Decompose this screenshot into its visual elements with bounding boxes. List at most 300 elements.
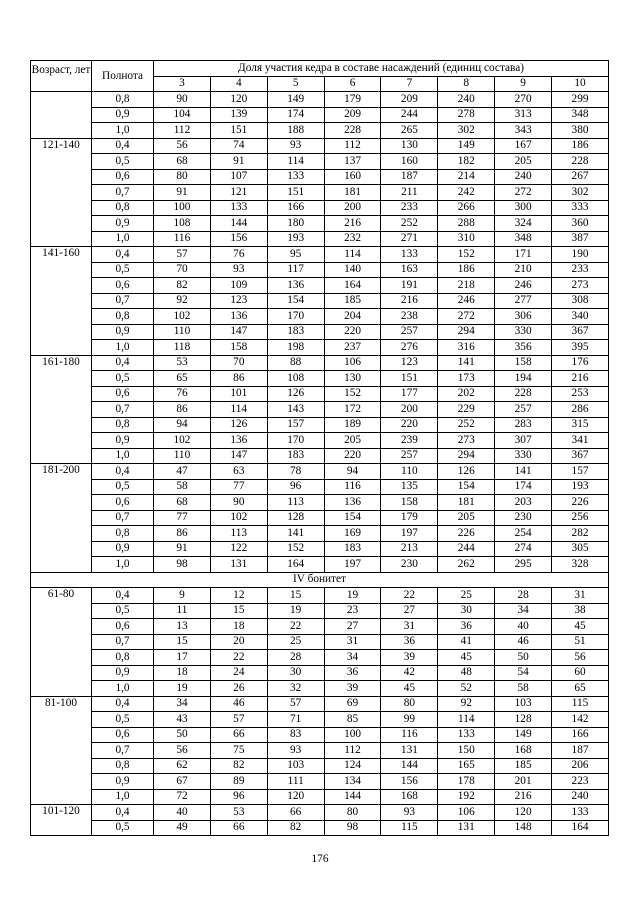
value-cell: 126 [210,417,267,433]
value-cell: 211 [381,185,438,201]
age-cell [31,92,92,139]
value-cell: 206 [552,758,609,774]
value-cell: 186 [438,262,495,278]
value-cell: 45 [552,619,609,635]
value-cell: 183 [267,324,324,340]
value-cell: 272 [495,185,552,201]
value-cell: 183 [267,448,324,464]
value-cell: 151 [381,371,438,387]
value-cell: 158 [210,340,267,356]
table-row [31,371,609,387]
value-cell: 27 [324,619,381,635]
value-cell: 228 [552,154,609,170]
table-row [31,727,609,743]
value-cell: 103 [267,758,324,774]
table-row [31,138,609,154]
value-cell: 300 [495,200,552,216]
table-row [31,324,609,340]
age-cell: 121-140 [31,138,92,247]
value-cell: 43 [154,712,211,728]
column-number: 5 [267,76,324,92]
fullness-cell: 0,7 [92,185,154,201]
table-row [31,526,609,542]
value-cell: 57 [210,712,267,728]
value-cell: 266 [438,200,495,216]
value-cell: 102 [210,510,267,526]
value-cell: 139 [210,107,267,123]
value-cell: 40 [495,619,552,635]
value-cell: 246 [495,278,552,294]
value-cell: 116 [154,231,211,247]
value-cell: 28 [495,588,552,604]
value-cell: 22 [210,650,267,666]
value-cell: 19 [267,603,324,619]
value-cell: 171 [495,247,552,263]
value-cell: 80 [324,805,381,821]
value-cell: 308 [552,293,609,309]
value-cell: 19 [154,681,211,697]
table-row [31,696,609,712]
value-cell: 205 [438,510,495,526]
value-cell: 267 [552,169,609,185]
table-row [31,123,609,139]
value-cell: 108 [267,371,324,387]
fullness-cell: 0,5 [92,262,154,278]
value-cell: 114 [267,154,324,170]
value-cell: 205 [495,154,552,170]
value-cell: 98 [324,820,381,836]
value-cell: 316 [438,340,495,356]
value-cell: 45 [381,681,438,697]
table-row [31,712,609,728]
value-cell: 237 [324,340,381,356]
value-cell: 31 [381,619,438,635]
table-row [31,495,609,511]
value-cell: 360 [552,216,609,232]
value-cell: 135 [381,479,438,495]
value-cell: 149 [438,138,495,154]
fullness-cell: 0,7 [92,402,154,418]
fullness-cell: 1,0 [92,789,154,805]
value-cell: 220 [324,324,381,340]
table-row [31,107,609,123]
table-row [31,402,609,418]
value-cell: 107 [210,169,267,185]
fullness-cell: 0,9 [92,541,154,557]
value-cell: 117 [267,262,324,278]
value-cell: 34 [154,696,211,712]
value-cell: 177 [381,386,438,402]
value-cell: 142 [552,712,609,728]
fullness-cell: 0,9 [92,216,154,232]
value-cell: 115 [381,820,438,836]
value-cell: 302 [552,185,609,201]
value-cell: 294 [438,448,495,464]
value-cell: 356 [495,340,552,356]
value-cell: 262 [438,557,495,573]
value-cell: 77 [154,510,211,526]
fullness-cell: 0,5 [92,479,154,495]
value-cell: 204 [324,309,381,325]
age-cell: 81-100 [31,696,92,805]
value-cell: 63 [210,464,267,480]
value-cell: 36 [381,634,438,650]
table-row [31,340,609,356]
value-cell: 58 [495,681,552,697]
value-cell: 187 [552,743,609,759]
value-cell: 82 [154,278,211,294]
fullness-header: Полнота [92,61,154,92]
table-row [31,634,609,650]
value-cell: 367 [552,448,609,464]
table-row [31,231,609,247]
value-cell: 307 [495,433,552,449]
value-cell: 69 [324,696,381,712]
value-cell: 185 [324,293,381,309]
value-cell: 93 [267,138,324,154]
value-cell: 178 [438,774,495,790]
table-row [31,448,609,464]
value-cell: 288 [438,216,495,232]
value-cell: 154 [324,510,381,526]
value-cell: 52 [438,681,495,697]
table-row [31,758,609,774]
value-cell: 112 [324,743,381,759]
fullness-cell: 0,9 [92,774,154,790]
value-cell: 120 [495,805,552,821]
value-cell: 257 [381,324,438,340]
value-cell: 9 [154,588,211,604]
column-number: 6 [324,76,381,92]
value-cell: 131 [438,820,495,836]
value-cell: 244 [438,541,495,557]
value-cell: 306 [495,309,552,325]
value-cell: 46 [495,634,552,650]
value-cell: 31 [552,588,609,604]
value-cell: 93 [210,262,267,278]
value-cell: 113 [267,495,324,511]
fullness-cell: 0,8 [92,417,154,433]
fullness-cell: 0,4 [92,355,154,371]
value-cell: 197 [324,557,381,573]
value-cell: 54 [495,665,552,681]
value-cell: 282 [552,526,609,542]
value-cell: 150 [438,743,495,759]
table-row [31,278,609,294]
table-row [31,355,609,371]
value-cell: 165 [438,758,495,774]
value-cell: 116 [381,727,438,743]
value-cell: 34 [495,603,552,619]
value-cell: 133 [210,200,267,216]
value-cell: 24 [210,665,267,681]
value-cell: 53 [210,805,267,821]
table-row [31,293,609,309]
value-cell: 230 [381,557,438,573]
value-cell: 257 [495,402,552,418]
value-cell: 226 [552,495,609,511]
value-cell: 136 [210,309,267,325]
table-row [31,479,609,495]
value-cell: 76 [210,247,267,263]
value-cell: 11 [154,603,211,619]
value-cell: 273 [552,278,609,294]
section-row [31,572,609,588]
value-cell: 200 [324,200,381,216]
value-cell: 166 [267,200,324,216]
value-cell: 324 [495,216,552,232]
value-cell: 238 [381,309,438,325]
value-cell: 144 [324,789,381,805]
value-cell: 164 [267,557,324,573]
value-cell: 46 [210,696,267,712]
table-row [31,216,609,232]
value-cell: 25 [267,634,324,650]
value-cell: 174 [267,107,324,123]
value-cell: 229 [438,402,495,418]
value-cell: 189 [324,417,381,433]
value-cell: 283 [495,417,552,433]
value-cell: 256 [552,510,609,526]
value-cell: 333 [552,200,609,216]
value-cell: 62 [154,758,211,774]
value-cell: 154 [438,479,495,495]
value-cell: 85 [324,712,381,728]
value-cell: 295 [495,557,552,573]
value-cell: 160 [381,154,438,170]
fullness-cell: 0,6 [92,278,154,294]
value-cell: 90 [154,92,211,108]
value-cell: 36 [438,619,495,635]
value-cell: 80 [381,696,438,712]
value-cell: 136 [324,495,381,511]
value-cell: 330 [495,324,552,340]
value-cell: 13 [154,619,211,635]
value-cell: 213 [381,541,438,557]
value-cell: 57 [154,247,211,263]
value-cell: 78 [267,464,324,480]
value-cell: 39 [324,681,381,697]
value-cell: 95 [267,247,324,263]
value-cell: 194 [495,371,552,387]
value-cell: 30 [267,665,324,681]
fullness-cell: 0,8 [92,200,154,216]
value-cell: 118 [154,340,211,356]
table-row [31,820,609,836]
column-number: 10 [552,76,609,92]
value-cell: 18 [210,619,267,635]
value-cell: 133 [552,805,609,821]
age-cell: 101-120 [31,805,92,836]
value-cell: 77 [210,479,267,495]
age-cell: 181-200 [31,464,92,573]
value-cell: 53 [154,355,211,371]
value-cell: 102 [154,309,211,325]
value-cell: 98 [154,557,211,573]
value-cell: 100 [154,200,211,216]
table-row [31,247,609,263]
value-cell: 28 [267,650,324,666]
value-cell: 197 [381,526,438,542]
value-cell: 157 [552,464,609,480]
value-cell: 220 [381,417,438,433]
value-cell: 239 [381,433,438,449]
value-cell: 173 [438,371,495,387]
table-row [31,464,609,480]
value-cell: 128 [267,510,324,526]
value-cell: 76 [154,386,211,402]
value-cell: 154 [267,293,324,309]
value-cell: 70 [210,355,267,371]
value-cell: 22 [267,619,324,635]
value-cell: 86 [154,526,211,542]
value-cell: 93 [381,805,438,821]
value-cell: 252 [438,417,495,433]
value-cell: 190 [552,247,609,263]
value-cell: 18 [154,665,211,681]
column-number: 8 [438,76,495,92]
value-cell: 56 [552,650,609,666]
value-cell: 182 [438,154,495,170]
fullness-cell: 0,8 [92,650,154,666]
value-cell: 94 [154,417,211,433]
fullness-cell: 0,9 [92,324,154,340]
value-cell: 246 [438,293,495,309]
table-row [31,681,609,697]
table-row [31,433,609,449]
value-cell: 149 [495,727,552,743]
value-cell: 277 [495,293,552,309]
age-cell: 61-80 [31,588,92,697]
value-cell: 23 [324,603,381,619]
value-cell: 181 [438,495,495,511]
table-row [31,309,609,325]
header-row [31,61,609,77]
value-cell: 140 [324,262,381,278]
table-row [31,603,609,619]
value-cell: 273 [438,433,495,449]
value-cell: 203 [495,495,552,511]
value-cell: 86 [210,371,267,387]
value-cell: 192 [438,789,495,805]
value-cell: 133 [267,169,324,185]
table-row [31,417,609,433]
value-cell: 112 [324,138,381,154]
value-cell: 164 [552,820,609,836]
table-row [31,774,609,790]
fullness-cell: 0,6 [92,169,154,185]
value-cell: 91 [154,541,211,557]
value-cell: 257 [381,448,438,464]
value-cell: 42 [381,665,438,681]
value-cell: 68 [154,154,211,170]
value-cell: 110 [154,448,211,464]
value-cell: 71 [267,712,324,728]
value-cell: 74 [210,138,267,154]
table-row [31,154,609,170]
value-cell: 328 [552,557,609,573]
value-cell: 141 [267,526,324,542]
value-cell: 126 [438,464,495,480]
value-cell: 216 [495,789,552,805]
value-cell: 232 [324,231,381,247]
value-cell: 174 [495,479,552,495]
value-cell: 133 [381,247,438,263]
value-cell: 111 [267,774,324,790]
value-cell: 94 [324,464,381,480]
value-cell: 100 [324,727,381,743]
fullness-cell: 0,4 [92,464,154,480]
value-cell: 220 [324,448,381,464]
value-cell: 348 [495,231,552,247]
value-cell: 66 [210,727,267,743]
fullness-cell: 0,5 [92,154,154,170]
value-cell: 15 [154,634,211,650]
value-cell: 367 [552,324,609,340]
fullness-cell: 0,8 [92,92,154,108]
value-cell: 56 [154,743,211,759]
value-cell: 131 [210,557,267,573]
value-cell: 216 [381,293,438,309]
fullness-cell: 0,4 [92,247,154,263]
value-cell: 72 [154,789,211,805]
value-cell: 106 [438,805,495,821]
value-cell: 313 [495,107,552,123]
value-cell: 228 [495,386,552,402]
value-cell: 156 [381,774,438,790]
value-cell: 158 [495,355,552,371]
value-cell: 92 [438,696,495,712]
value-cell: 156 [210,231,267,247]
value-cell: 148 [495,820,552,836]
value-cell: 278 [438,107,495,123]
value-cell: 57 [267,696,324,712]
value-cell: 56 [154,138,211,154]
value-cell: 240 [438,92,495,108]
value-cell: 108 [154,216,211,232]
value-cell: 67 [154,774,211,790]
value-cell: 31 [324,634,381,650]
value-cell: 114 [438,712,495,728]
value-cell: 93 [267,743,324,759]
value-cell: 340 [552,309,609,325]
value-cell: 133 [438,727,495,743]
value-cell: 114 [324,247,381,263]
value-cell: 395 [552,340,609,356]
table-row [31,185,609,201]
value-cell: 228 [324,123,381,139]
value-cell: 302 [438,123,495,139]
fullness-cell: 0,6 [92,495,154,511]
value-cell: 233 [552,262,609,278]
value-cell: 168 [381,789,438,805]
value-cell: 136 [267,278,324,294]
value-cell: 143 [267,402,324,418]
table-row [31,557,609,573]
fullness-cell: 0,5 [92,603,154,619]
value-cell: 48 [438,665,495,681]
table-row [31,541,609,557]
value-cell: 152 [324,386,381,402]
value-cell: 113 [210,526,267,542]
value-cell: 348 [552,107,609,123]
value-cell: 158 [381,495,438,511]
fullness-cell: 0,4 [92,138,154,154]
value-cell: 112 [154,123,211,139]
value-cell: 116 [324,479,381,495]
value-cell: 120 [210,92,267,108]
value-cell: 343 [495,123,552,139]
